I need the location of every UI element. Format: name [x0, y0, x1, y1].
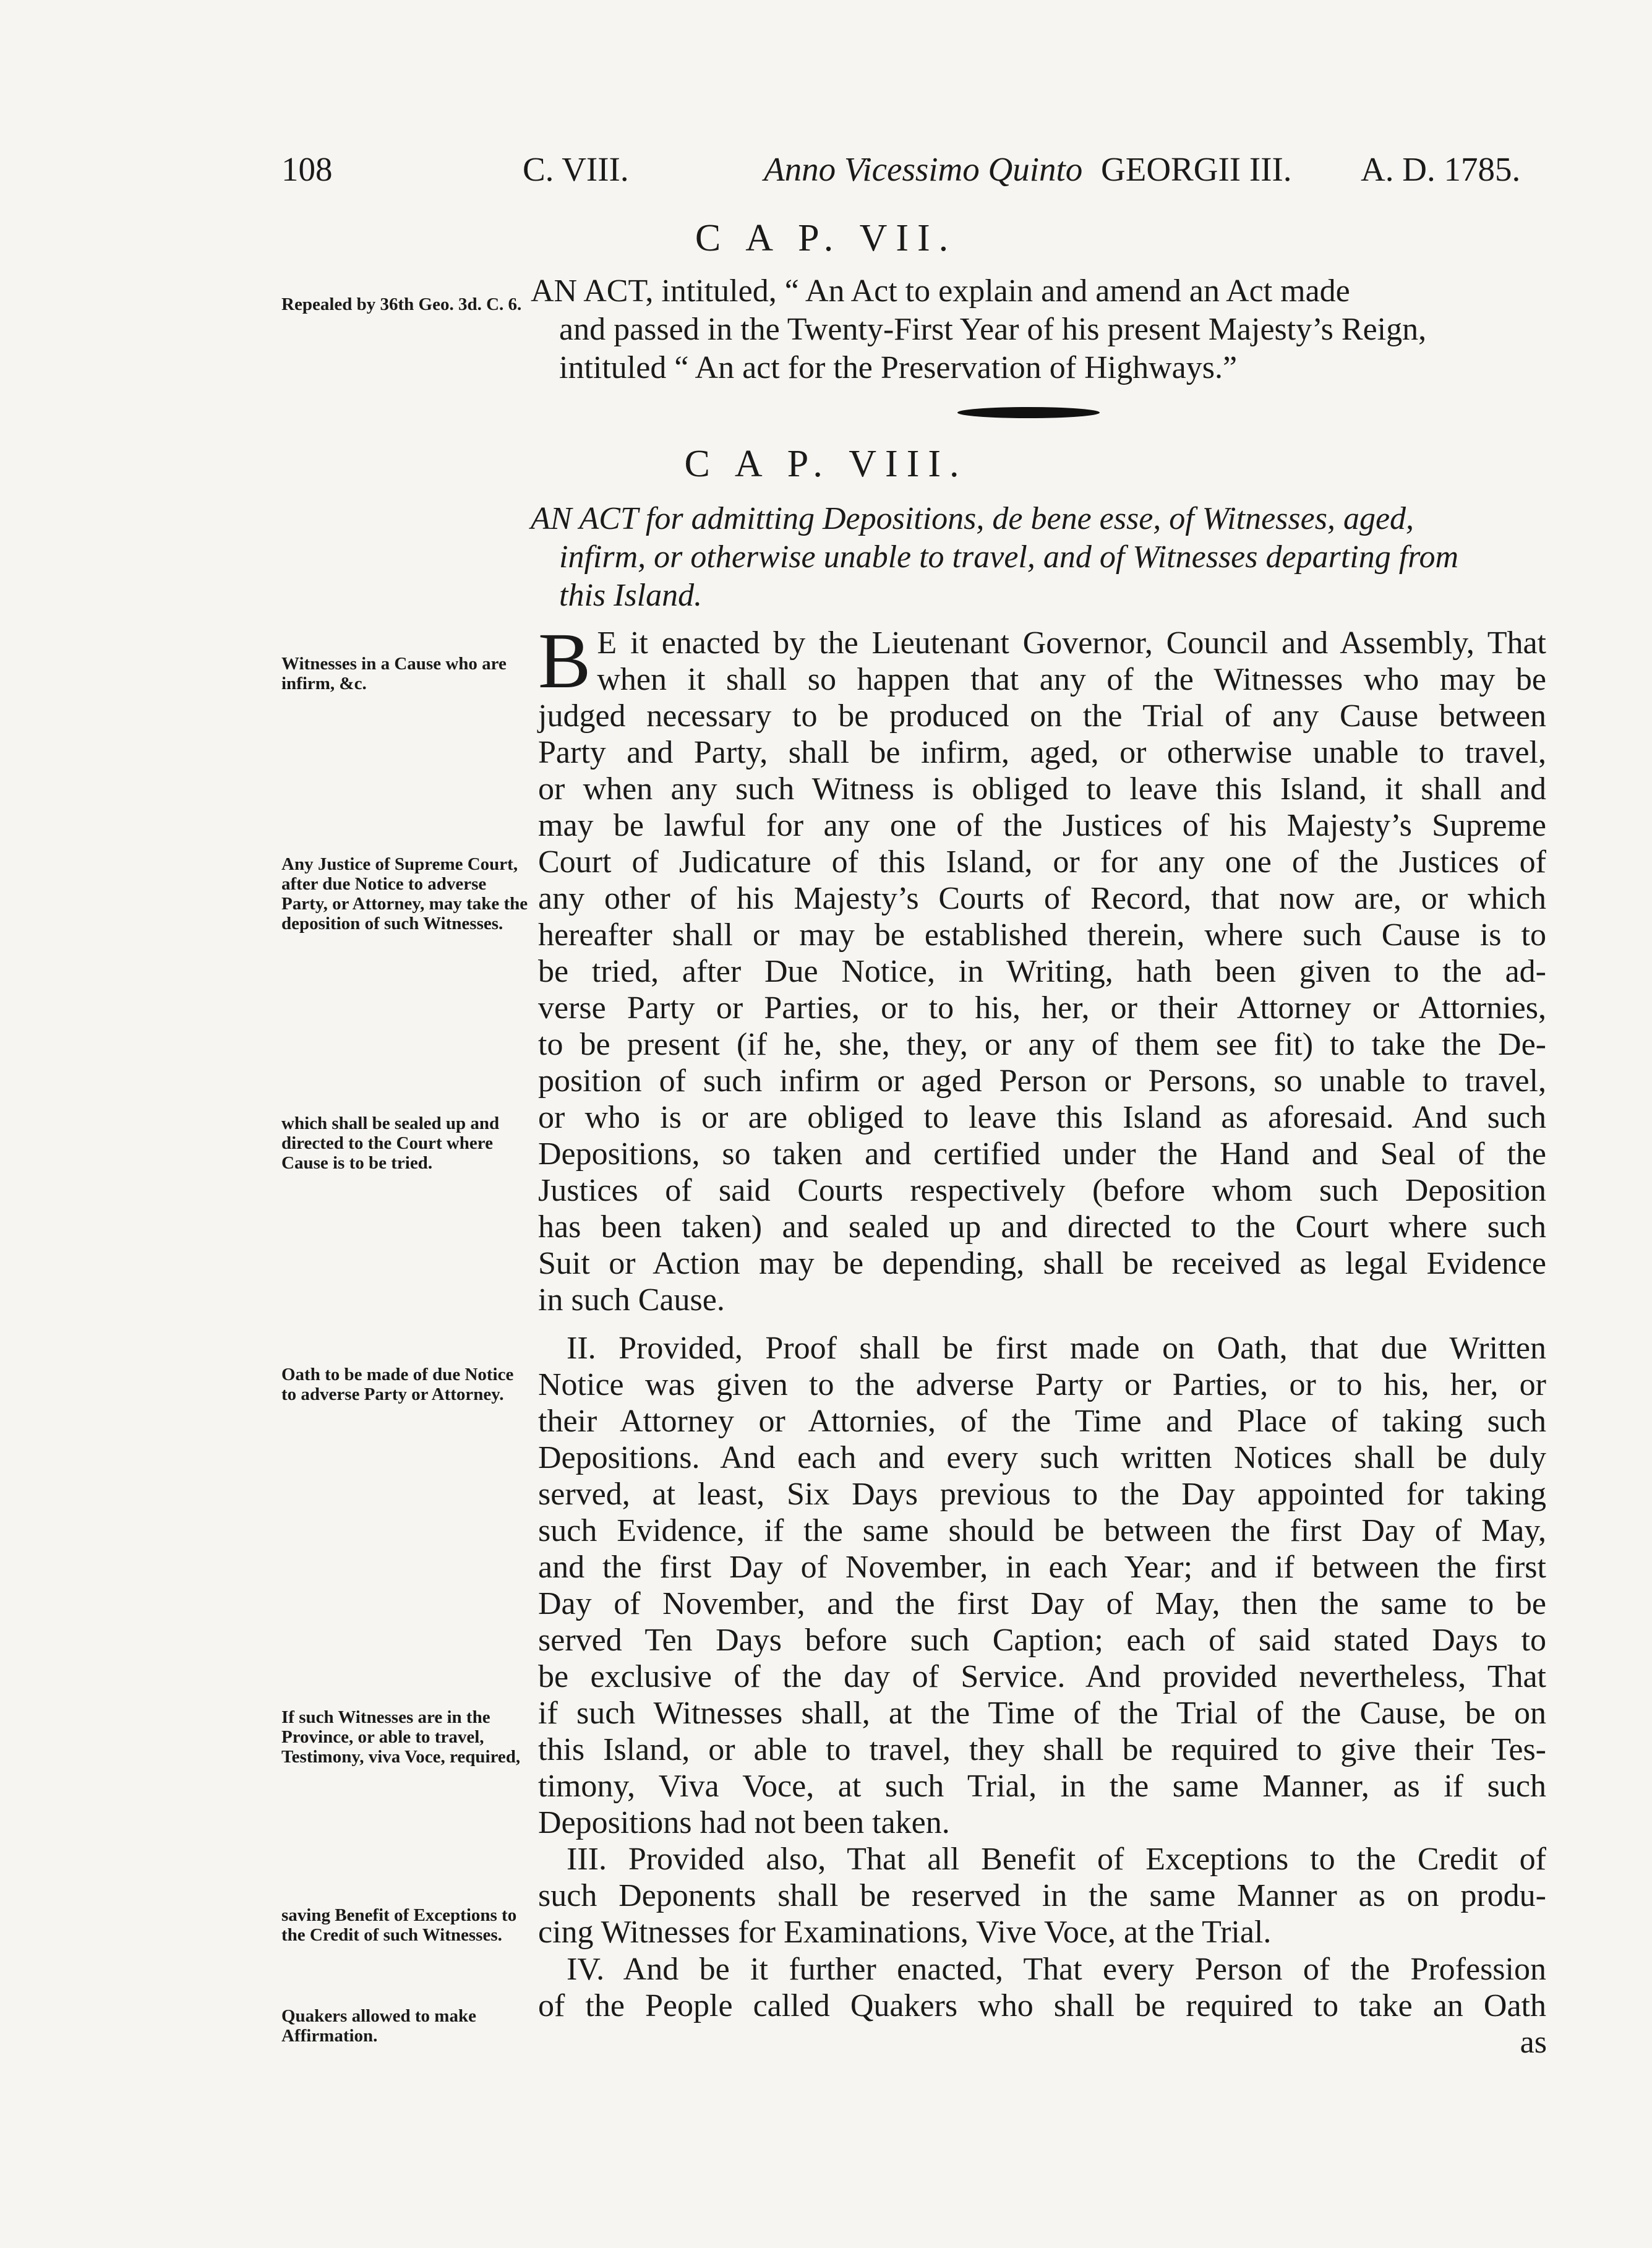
- cap7-act-line: intituled “ An act for the Preservation of Highways.”: [559, 350, 1238, 385]
- catchword: as: [1520, 2025, 1547, 2060]
- cap7-title: C A P. VII.: [695, 217, 957, 259]
- text-line: Suit or Action may be depending, shall be received as legal Evidence: [538, 1246, 1546, 1281]
- text-line: served Ten Days before such Caption; each of said stated Days to: [538, 1623, 1546, 1658]
- text-line: verse Party or Parties, or to his, her, or their Attorney or Attornies,: [538, 990, 1546, 1026]
- text-line: III. Provided also, That all Benefit of Exceptions to the Credit of: [567, 1842, 1546, 1877]
- text-line: IV. And be it further enacted, That every Person of the Profession: [567, 1952, 1546, 1987]
- text-line: Depositions. And each and every such written Notices shall be duly: [538, 1440, 1546, 1475]
- text-line: served, at least, Six Days previous to the Day appointed for taking: [538, 1477, 1546, 1512]
- text-line: hereafter shall or may be established therein, where such Cause is to: [538, 917, 1546, 953]
- text-line: such Deponents shall be reserved in the same Manner as on produ-: [538, 1878, 1546, 1913]
- text-line: cing Witnesses for Examinations, Vive Voce, at the Trial.: [538, 1915, 1272, 1950]
- margin-note-oath: Oath to be made of due Notice to adverse Party or Attorney.: [281, 1365, 514, 1404]
- text-line: Day of November, and the first Day of May, then the same to be: [538, 1586, 1546, 1621]
- margin-note-quakers: Quakers allowed to make Affirmation.: [281, 2006, 476, 2046]
- drop-cap: B: [538, 617, 591, 705]
- anno-text: Anno Vicessimo Quinto: [764, 150, 1083, 188]
- cap8-act-line: this Island.: [559, 578, 703, 613]
- margin-note-sealed: which shall be sealed up and directed to the Court where Cause is to be tried.: [281, 1113, 500, 1173]
- text-line: this Island, or able to travel, they shall be required to give their Tes-: [538, 1732, 1546, 1767]
- text-line: to be present (if he, she, they, or any of them see fit) to take the De-: [538, 1027, 1546, 1062]
- king-text: GEORGII III.: [1101, 150, 1292, 188]
- text-line: has been taken) and sealed up and directed to the Court where such: [538, 1209, 1546, 1245]
- text-line: II. Provided, Proof shall be first made on Oath, that due Written: [567, 1331, 1546, 1366]
- text-line: of the People called Quakers who shall be required to take an Oath: [538, 1988, 1546, 2023]
- margin-note-exceptions: saving Benefit of Exceptions to the Credit of such Witnesses.: [281, 1905, 517, 1945]
- chapter-label: C. VIII.: [523, 150, 629, 188]
- paragraph-3: [538, 1841, 1546, 1950]
- text-line: such Evidence, if the same should be between the first Day of May,: [538, 1513, 1546, 1548]
- section-divider: [957, 407, 1100, 418]
- cap7-act-line: AN ACT, intituled, “ An Act to explain and amend an Act made: [531, 273, 1350, 309]
- margin-note-witnesses: Witnesses in a Cause who are infirm, &c.: [281, 654, 507, 693]
- margin-note-viva-voce: If such Witnesses are in the Province, or able to travel, Testimony, viva Voce, required,: [281, 1707, 521, 1767]
- cap8-act-line: AN ACT for admitting Depositions, de bene esse, of Witnesses, aged,: [531, 501, 1414, 536]
- text-line: may be lawful for any one of the Justices of his Majesty’s Supreme: [538, 808, 1546, 843]
- text-line: Depositions had not been taken.: [538, 1805, 950, 1840]
- page-number: 108: [281, 150, 333, 188]
- cap8-title: C A P. VIII.: [684, 443, 968, 485]
- cap8-act-line: infirm, or otherwise unable to travel, and of Witnesses departing from: [559, 539, 1459, 575]
- cap7-act-title: [531, 272, 1545, 387]
- paragraph-4: [538, 1951, 1546, 2024]
- text-line: their Attorney or Attornies, of the Time and Place of taking such: [538, 1404, 1546, 1439]
- text-line: Depositions, so taken and certified under the Hand and Seal of the: [538, 1136, 1546, 1172]
- text-line: position of such infirm or aged Person or Persons, so unable to travel,: [538, 1063, 1546, 1099]
- text-line: be exclusive of the day of Service. And provided nevertheless, That: [538, 1659, 1546, 1694]
- text-line: or who is or are obliged to leave this Island as aforesaid. And such: [538, 1100, 1546, 1135]
- text-line: and the first Day of November, in each Year; and if between the first: [538, 1550, 1546, 1585]
- paragraph-2: [538, 1330, 1546, 1841]
- text-line: when it shall so happen that any of the Witnesses who may be: [597, 662, 1546, 697]
- text-line: judged necessary to be produced on the Trial of any Cause between: [538, 698, 1546, 734]
- text-line: if such Witnesses shall, at the Time of the Trial of the Cause, be on: [538, 1696, 1546, 1731]
- text-line: in such Cause.: [538, 1282, 725, 1318]
- margin-note-justice: Any Justice of Supreme Court, after due Notice to adverse Party, or Attorney, may take the deposition of such Witnesses.: [281, 854, 528, 933]
- text-line: Notice was given to the adverse Party or Parties, or to his, her, or: [538, 1367, 1546, 1402]
- year-text: A. D. 1785.: [1361, 150, 1521, 188]
- cap8-act-title: [531, 500, 1545, 615]
- cap7-act-line: and passed in the Twenty-First Year of his present Majesty’s Reign,: [559, 312, 1427, 347]
- paragraph-1: [538, 617, 1546, 1318]
- margin-note-repealed: Repealed by 36th Geo. 3d. C. 6.: [281, 294, 522, 314]
- text-line: timony, Viva Voce, at such Trial, in the same Manner, as if such: [538, 1769, 1546, 1804]
- text-line: Court of Judicature of this Island, or for any one of the Justices of: [538, 844, 1546, 880]
- text-line: any other of his Majesty’s Courts of Record, that now are, or which: [538, 881, 1546, 916]
- text-line: be tried, after Due Notice, in Writing, hath been given to the ad-: [538, 954, 1546, 989]
- text-line: E it enacted by the Lieutenant Governor, Council and Assembly, That: [597, 625, 1546, 661]
- text-line: Justices of said Courts respectively (before whom such Deposition: [538, 1173, 1546, 1208]
- running-header: [281, 150, 1568, 205]
- text-line: Party and Party, shall be infirm, aged, or otherwise unable to travel,: [538, 735, 1546, 770]
- text-line: or when any such Witness is obliged to leave this Island, it shall and: [538, 771, 1546, 807]
